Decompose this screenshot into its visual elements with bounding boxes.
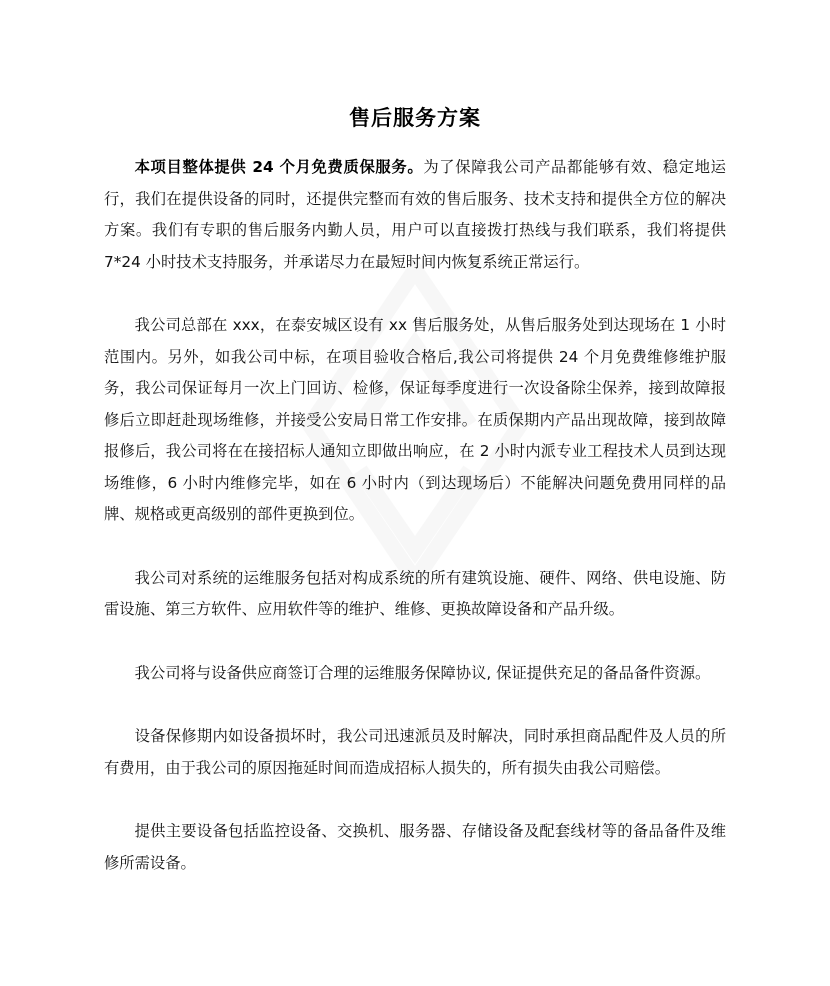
paragraph-bold-lead: 本项目整体提供 24 个月免费质保服务。 — [134, 158, 424, 176]
paragraph-supplier-agreement — [104, 658, 726, 690]
page-title: 售后服务方案 — [349, 106, 481, 131]
paragraph-text: 提供主要设备包括监控设备、交换机、服务器、存储设备及配套线材等的备品备件及维修所需设备。 — [104, 822, 726, 872]
paragraph-text: 为了保障我公司产品都能够有效、稳定地运行，我们在提供设备的同时，还提供完整而有效的售后服务、技术支持和提供全方位的解决方案。我们有专职的售后服务内勤人员，用户可以直接拨打热线与我们联系，我们将提供 7*24 小时技术支持服务，并承诺尽力在最短时间内恢复系统正常运行。 — [104, 158, 726, 271]
document-body — [104, 152, 726, 879]
paragraph-warranty — [104, 152, 726, 278]
paragraph-damage-liability — [104, 721, 726, 784]
paragraph-text: 我公司总部在 xxx，在泰安城区设有 xx 售后服务处，从售后服务处到达现场在 1 小时范围内。另外，如我公司中标，在项目验收合格后,我公司将提供 24 个月免费维修维护服务，我公司保证每月一次上门回访、检修，保证每季度进行一次设备除尘保养，接到故障报修后立即赶赴现场维修，并接受公安局日常工作安排。在质保期内产品出现故障，接到故障报修后，我公司将在在接招标人通知立即做出响应，在 2 小时内派专业工程技术人员到达现场维修，6 小时内维修完毕，如在 6 小时内（到达现场后）不能解决问题免费用同样的品牌、规格或更高级别的部件更换到位。 — [104, 316, 726, 523]
paragraph-text: 我公司将与设备供应商签订合理的运维服务保障协议, 保证提供充足的备品备件资源。 — [134, 663, 711, 682]
paragraph-text: 设备保修期内如设备损坏时，我公司迅速派员及时解决，同时承担商品配件及人员的所有费用，由于我公司的原因拖延时间而造成招标人损失的，所有损失由我公司赔偿。 — [104, 727, 726, 777]
paragraph-maintenance-scope — [104, 563, 726, 626]
paragraph-spare-parts — [104, 816, 726, 879]
paragraph-text: 我公司对系统的运维服务包括对构成系统的所有建筑设施、硬件、网络、供电设施、防雷设施、第三方软件、应用软件等的维护、维修、更换故障设备和产品升级。 — [104, 568, 726, 618]
paragraph-service-locations — [104, 310, 726, 531]
